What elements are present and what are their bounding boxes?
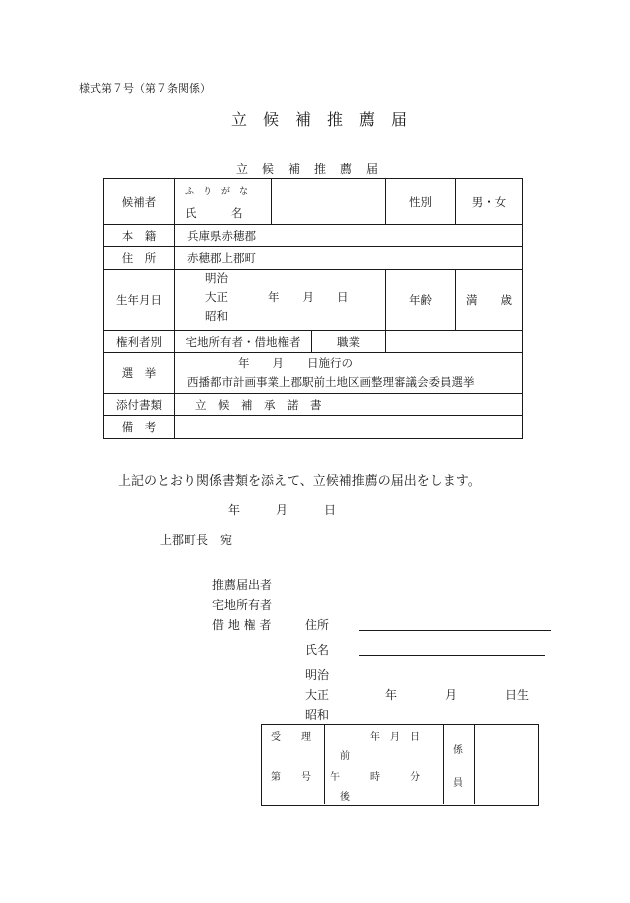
form-number: 様式第７号（第７条関係） [79, 82, 211, 95]
receipt-pm-mark: 後 [340, 792, 350, 803]
era-taisho: 大正 [205, 290, 228, 304]
candidate-form-table [103, 178, 523, 439]
clerk-label-2: 員 [453, 778, 463, 789]
owner-label: 宅地所有者 [212, 598, 273, 612]
rights-label: 権利者別 [104, 331, 175, 353]
statement-text: 上記のとおり関係書類を添えて、立候補推薦の届出をします。 [118, 474, 481, 489]
birth-cell [175, 270, 386, 331]
job-label: 職業 [312, 331, 386, 353]
receipt-number-label: 第 号 [271, 772, 311, 783]
receipt-divider-1 [324, 724, 325, 804]
name-cell [175, 179, 272, 225]
submitter-era-meiji: 明治 [305, 668, 330, 682]
submitter-name-label: 氏名 [305, 643, 330, 657]
submitter-era-taisho: 大正 [305, 688, 330, 702]
era-showa: 昭和 [205, 309, 228, 323]
birth-ymd: 年 月 日 [268, 290, 349, 304]
job-value[interactable] [386, 331, 523, 353]
submitter-title: 推薦届出者 [212, 578, 273, 592]
receipt-date: 年 月 日 [370, 732, 420, 743]
page-title: 立候補推薦届 [231, 110, 424, 129]
honseki-label: 本 籍 [104, 225, 175, 247]
sex-value: 男・女 [456, 179, 523, 225]
receipt-divider-3 [474, 724, 475, 804]
address-value: 赤穂郡上郡町 [175, 247, 523, 270]
election-cell [175, 353, 523, 394]
name-value[interactable] [272, 179, 386, 225]
submitter-birth-ymd: 年 月 日生 [385, 688, 530, 702]
leaseholder-label: 借 地 権 者 [212, 618, 272, 632]
name-underline[interactable] [359, 655, 545, 656]
candidate-label: 候補者 [104, 179, 175, 225]
remarks-value[interactable] [175, 416, 523, 439]
form-subtitle: 立候補推薦届 [236, 162, 393, 176]
furigana-label: ふりがな [185, 187, 258, 197]
submission-date: 年 月 日 [228, 503, 337, 517]
rights-value: 宅地所有者・借地権者 [175, 331, 312, 353]
election-name: 西播都市計画事業上郡駅前土地区画整理審議会委員選挙 [187, 375, 475, 389]
remarks-label: 備 考 [104, 416, 175, 439]
age-value: 満 歳 [456, 270, 523, 331]
election-date: 年 月 日施行の [238, 356, 353, 370]
election-label: 選 挙 [104, 353, 175, 394]
era-meiji: 明治 [205, 271, 228, 285]
receipt-divider-2 [443, 724, 444, 804]
attach-value: 立 候 補 承 諾 書 [175, 394, 523, 416]
submitter-address-label: 住所 [305, 618, 330, 632]
name-label: 氏 名 [185, 206, 243, 220]
address-label: 住 所 [104, 247, 175, 270]
addressee: 上郡町長 宛 [160, 533, 233, 547]
attach-label: 添付書類 [104, 394, 175, 416]
birth-label: 生年月日 [104, 270, 175, 331]
age-label: 年齢 [386, 270, 456, 331]
honseki-value: 兵庫県赤穂郡 [175, 225, 523, 247]
receipt-label: 受 理 [271, 732, 311, 743]
receipt-time: 午 時 分 [330, 772, 420, 783]
clerk-label-1: 係 [453, 745, 463, 756]
address-underline[interactable] [359, 630, 551, 631]
sex-label: 性別 [386, 179, 456, 225]
submitter-era-showa: 昭和 [305, 708, 330, 722]
receipt-am-mark: 前 [340, 751, 350, 762]
